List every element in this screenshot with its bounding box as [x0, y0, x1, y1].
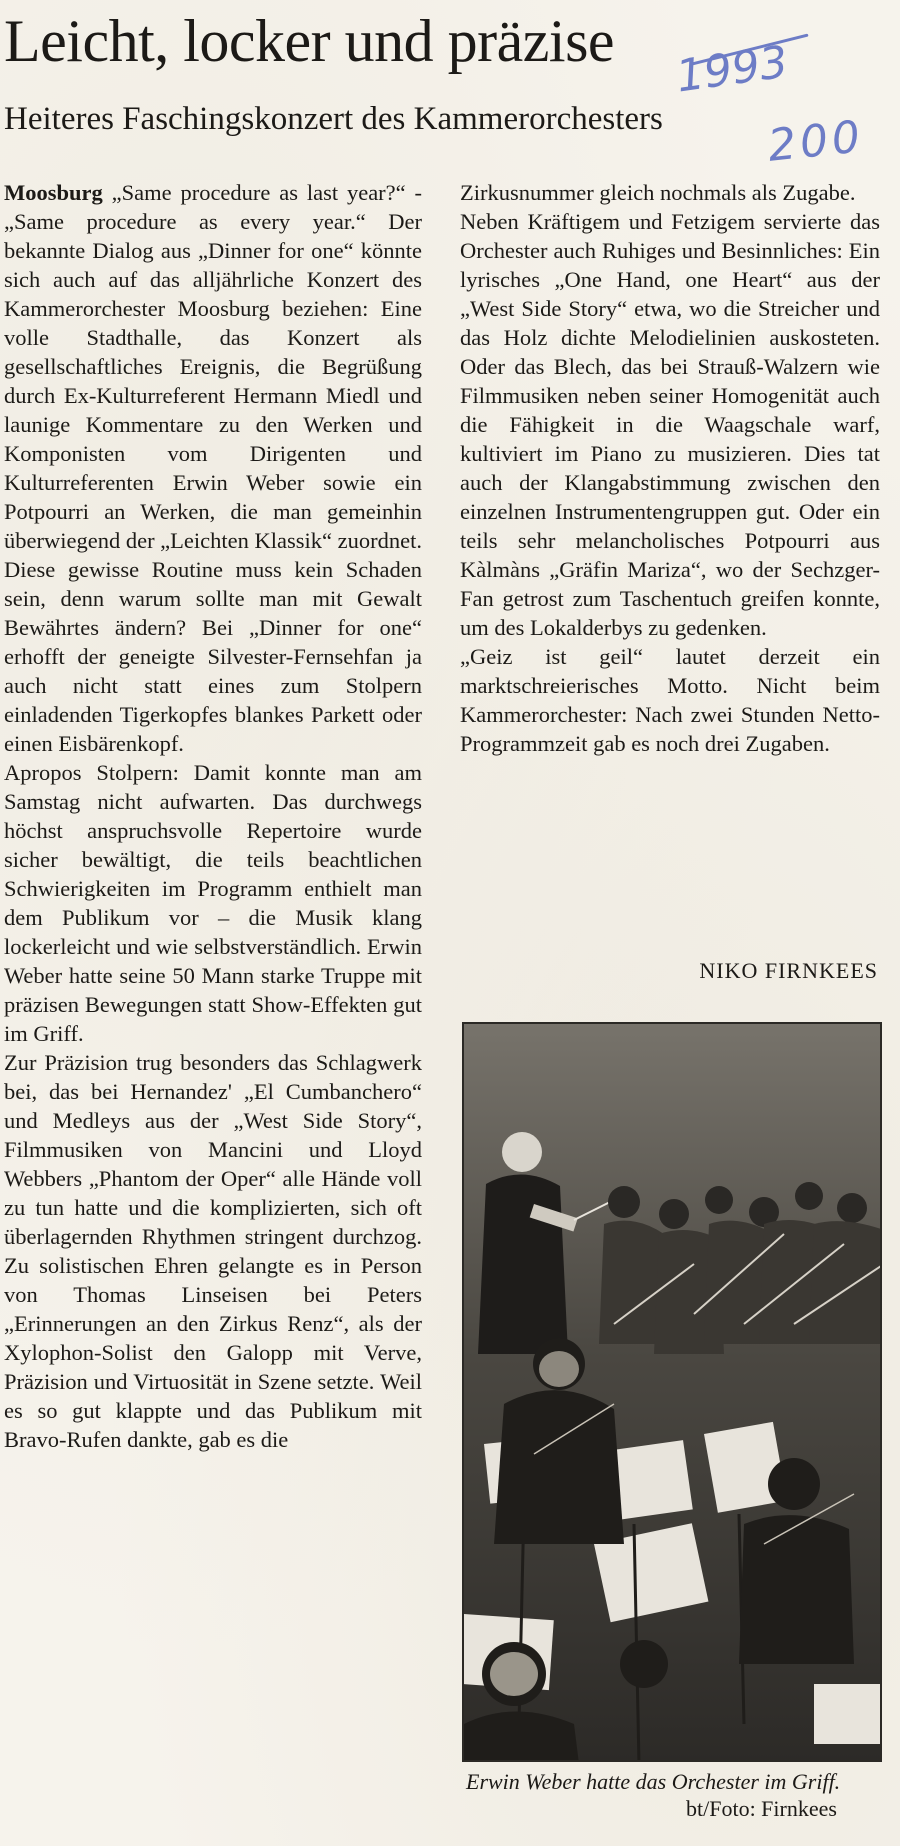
author-byline: NIKO FIRNKEES: [699, 958, 878, 983]
article-text-right: Zirkusnummer gleich nochmals als Zugabe. Neben Kräftigem und Fetzigem servierte das Orchester auch Ruhiges und Besinnliches: Ein lyrisches „One Hand, one Heart“ aus der „West Side Story“ etwa, wo die Streicher und das Holz dichte Melodielinien auskosteten. Oder das Blech, das bei Strauß-Walzern wie Filmmusiken neben seiner Homogenität auch die Fähigkeit in die Waagschale warf, kultiviert im Piano zu musizieren. Dies tat auch der Klangabstimmung zwischen den einzelnen Instrumentengruppen gut. Oder ein teils sehr melancholisches Potpourri aus Kàlmàns „Gräfin Mariza“, wo der Sechzger-Fan getrost zum Taschentuch greifen konnte, um des Lokalderbys zu gedenken. „Geiz ist geil“ lautet derzeit ein marktschreierisches Motto. Nicht beim Kammerorchester: Nach zwei Stunden Netto-Programmzeit gab es noch drei Zugaben.: [460, 180, 880, 756]
photo-caption: Erwin Weber hatte das Orchester im Griff.: [466, 1769, 841, 1794]
handwritten-number-note: 200: [765, 111, 867, 172]
subheadline: Heiteres Faschingskonzert des Kammerorchesters: [4, 101, 663, 137]
article-column-right: [460, 178, 880, 758]
article-text-left: „Same procedure as last year?“ - „Same procedure as every year.“ Der bekannte Dialog aus „Dinner for one“ könnte sich auch auf das alljährliche Konzert des Kammerorchester Moosburg beziehen: Eine volle Stadthalle, das Konzert als gesellschaftliches Ereignis, die Begrüßung durch Ex-Kulturreferent Hermann Miedl und launige Kommentare zu den Werken und Komponisten vom Dirigenten und Kulturreferenten Erwin Weber sowie ein Potpourri an Werken, die man gemeinhin überwiegend der „Leichten Klassik“ zuordnet. Diese gewisse Routine muss kein Schaden sein, denn warum sollte man mit Gewalt Bewährtes ändern? Bei „Dinner for one“ erhofft der geneigte Silvester-Fernsehfan ja auch nicht statt eines zum Stolpern einladenden Tigerkopfes blankes Parkett oder einen Eisbärenkopf. Apropos Stolpern: Damit konnte man am Samstag nicht aufwarten. Das durchwegs höchst anspruchsvolle Repertoire wurde sicher bewältigt, die teils beachtlichen Schwierigkeiten im Programm enthielt man dem Publikum vor – die Musik klang lockerleicht und wie selbstverständlich. Erwin Weber hatte seine 50 Mann starke Truppe mit präzisen Bewegungen statt Show-Effekten gut im Griff. Zur Präzision trug besonders das Schlagwerk bei, das bei Hernandez' „El Cumbanchero“ und Medleys aus der „West Side Story“, Filmmusiken von Mancini und Lloyd Webbers „Phantom der Oper“ alle Hände voll zu tun hatte und die komplizierten, sich oft überlagernden Rhythmen stringent durchzog. Zu solistischen Ehren gelangte es in Person von Thomas Linseisen bei Peters „Erinnerungen an den Zirkus Renz“, als der Xylophon-Solist den Galopp mit Verve, Präzision und Virtuosität in Szene setzte. Weil es so gut klappte und das Publikum mit Bravo-Rufen dankte, gab es die: [4, 180, 422, 1452]
handwritten-year-note: 1993: [672, 36, 791, 103]
orchestra-photo-image: [464, 1024, 882, 1762]
dateline: Moosburg: [4, 180, 103, 205]
photo-credit: bt/Foto: Firnkees: [686, 1796, 837, 1821]
orchestra-photo: [462, 1022, 882, 1762]
headline: Leicht, locker und präzise: [4, 8, 615, 74]
article-column-left: [4, 178, 422, 1454]
